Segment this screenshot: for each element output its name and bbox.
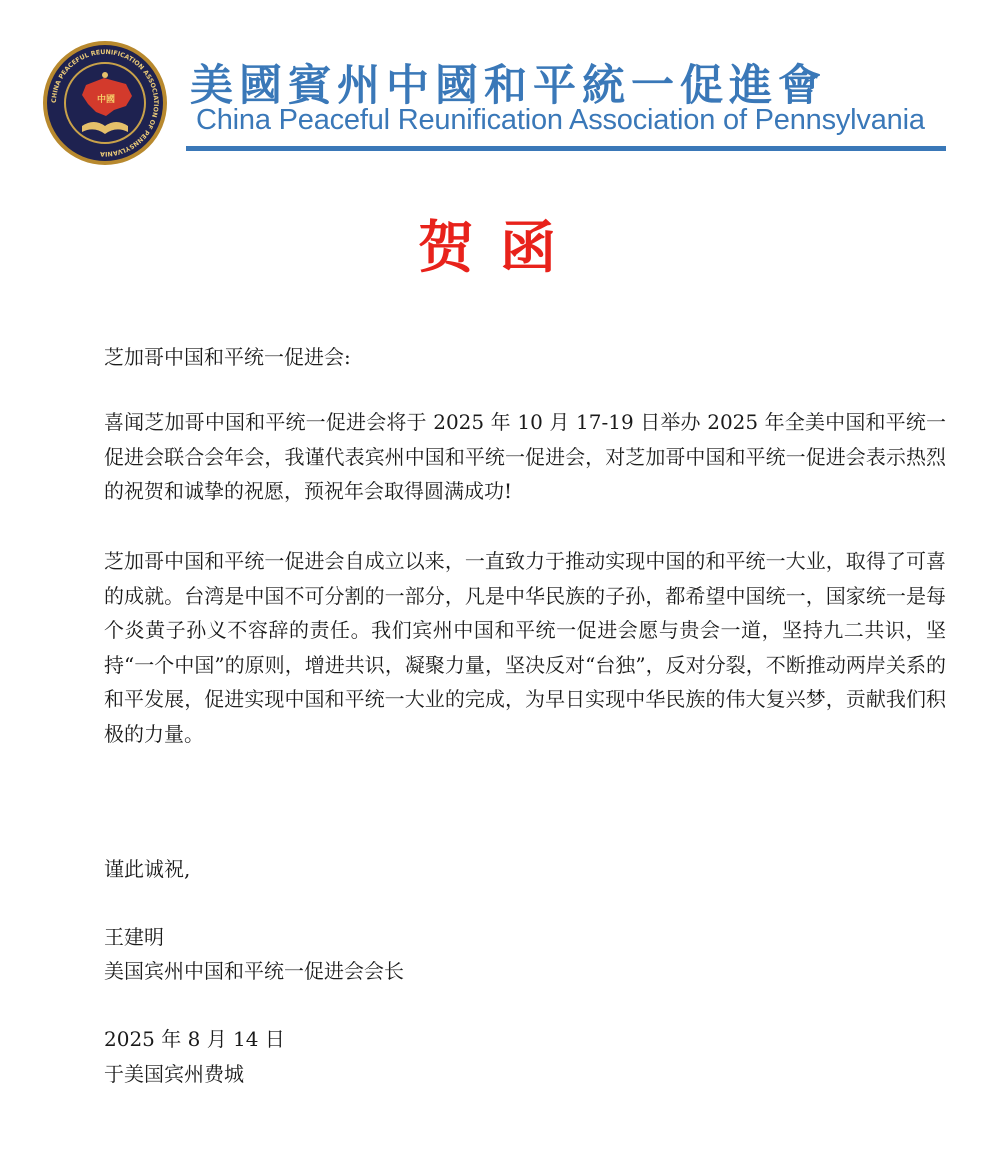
logo-ring-text: CHINA PEACEFUL REUNIFICATION ASSOCIATION OF PENNSYLVANIA [50,48,160,158]
paragraph-reunification: 芝加哥中国和平统一促进会自成立以来，一直致力于推动实现中国的和平统一大业，取得了可喜的成就。台湾是中国不可分割的一部分，凡是中华民族的子孙，都希望中国统一，国家统一是每个炎黄子孙义不容辞的责任。我们宾州中国和平统一促进会愿与贵会一道，坚持九二共识，坚持“一个中国”的原则，增进共识，凝聚力量，坚决反对“台独”，反对分裂，不断推动两岸关系的和平发展，促进实现中国和平统一大业的完成，为早日实现中华民族的伟大复兴梦，贡献我们积极的力量。 [104,549,946,746]
letterhead [0,0,1000,170]
letter-date: 2025 年 8 月 14 日 [104,1027,285,1051]
letter-place: 于美国宾州费城 [104,1062,244,1086]
logo-center-text: 中國 [96,95,116,105]
signer-title: 美国宾州中国和平统一促进会会长 [104,959,404,983]
association-logo [42,40,168,166]
org-name-english: China Peaceful Reunification Association of Pennsylvania [196,104,925,136]
header-divider [186,146,946,151]
signer-name: 王建明 [104,925,164,949]
closing-line: 谨此诚祝, [104,857,191,881]
org-name-chinese: 美國賓州中國和平統一促進會 [190,61,827,111]
document-title: 贺函 [418,215,582,281]
salutation: 芝加哥中国和平统一促进会: [104,345,351,369]
paragraph-congratulations: 喜闻芝加哥中国和平统一促进会将于 2025 年 10 月 17-19 日举办 2025 年全美中国和平统一促进会联合会年会，我谨代表宾州中国和平统一促进会，对芝加哥中国和平统一促进会表示热烈的祝贺和诚挚的祝愿，预祝年会取得圆满成功! [104,410,946,503]
